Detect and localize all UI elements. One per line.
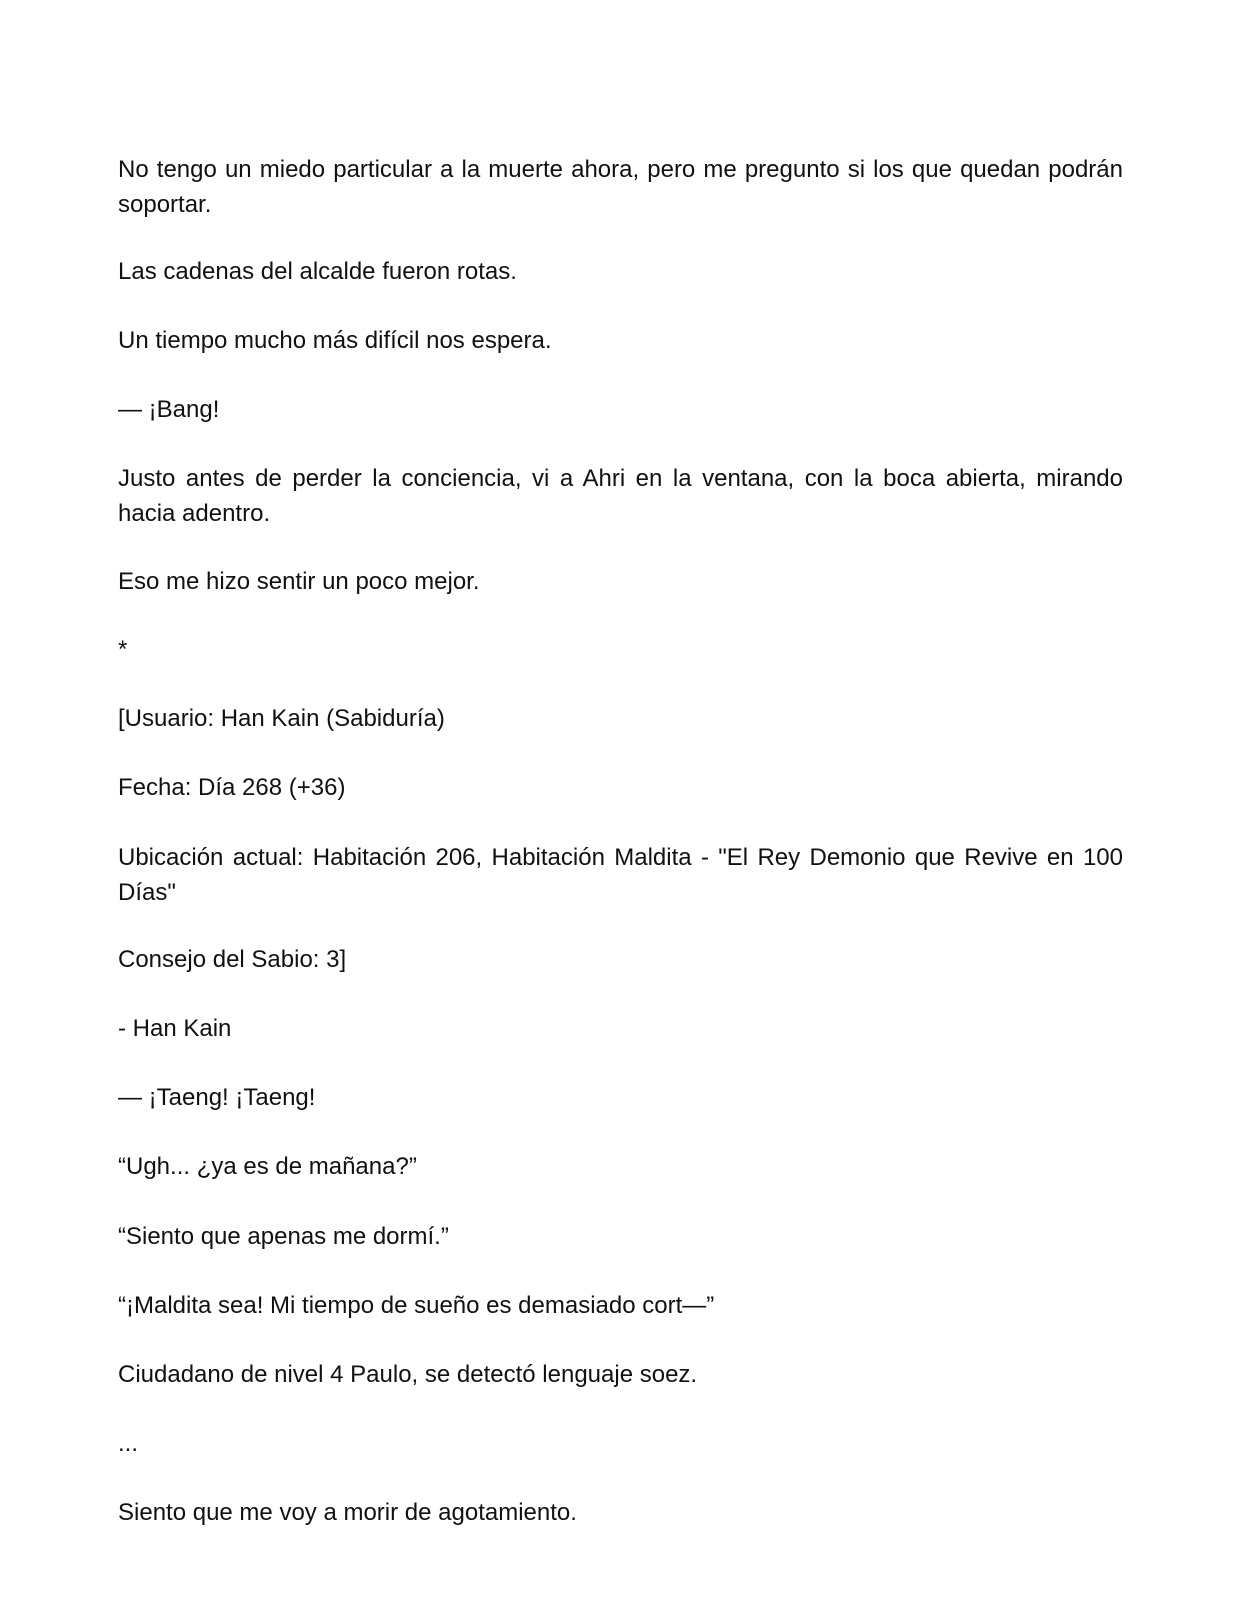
section-break: * xyxy=(118,636,128,663)
paragraph: Eso me hizo sentir un poco mejor. xyxy=(118,568,480,595)
paragraph: Siento que me voy a morir de agotamiento. xyxy=(118,1499,577,1526)
paragraph: — ¡Bang! xyxy=(118,396,220,423)
paragraph: Ciudadano de nivel 4 Paulo, se detectó lenguaje soez. xyxy=(118,1361,698,1388)
paragraph: “Ugh... ¿ya es de mañana?” xyxy=(118,1153,417,1180)
paragraph: - Han Kain xyxy=(118,1015,232,1042)
paragraph: Un tiempo mucho más difícil nos espera. xyxy=(118,327,552,354)
paragraph: Ubicación actual: Habitación 206, Habitación Maldita - "El Rey Demonio que Revive en 100 Días" xyxy=(118,844,1123,906)
paragraph: No tengo un miedo particular a la muerte ahora, pero me pregunto si los que quedan podrán soportar. xyxy=(118,156,1123,218)
paragraph: ... xyxy=(118,1430,139,1457)
paragraph: Justo antes de perder la conciencia, vi a Ahri en la ventana, con la boca abierta, mirando hacia adentro. xyxy=(118,465,1123,527)
paragraph: [Usuario: Han Kain (Sabiduría) xyxy=(118,705,445,732)
paragraph: Consejo del Sabio: 3] xyxy=(118,946,347,973)
paragraph: Fecha: Día 268 (+36) xyxy=(118,774,346,801)
paragraph: Las cadenas del alcalde fueron rotas. xyxy=(118,258,517,285)
paragraph: “¡Maldita sea! Mi tiempo de sueño es demasiado cort—” xyxy=(118,1292,715,1319)
paragraph: “Siento que apenas me dormí.” xyxy=(118,1223,449,1250)
paragraph: — ¡Taeng! ¡Taeng! xyxy=(118,1084,316,1111)
